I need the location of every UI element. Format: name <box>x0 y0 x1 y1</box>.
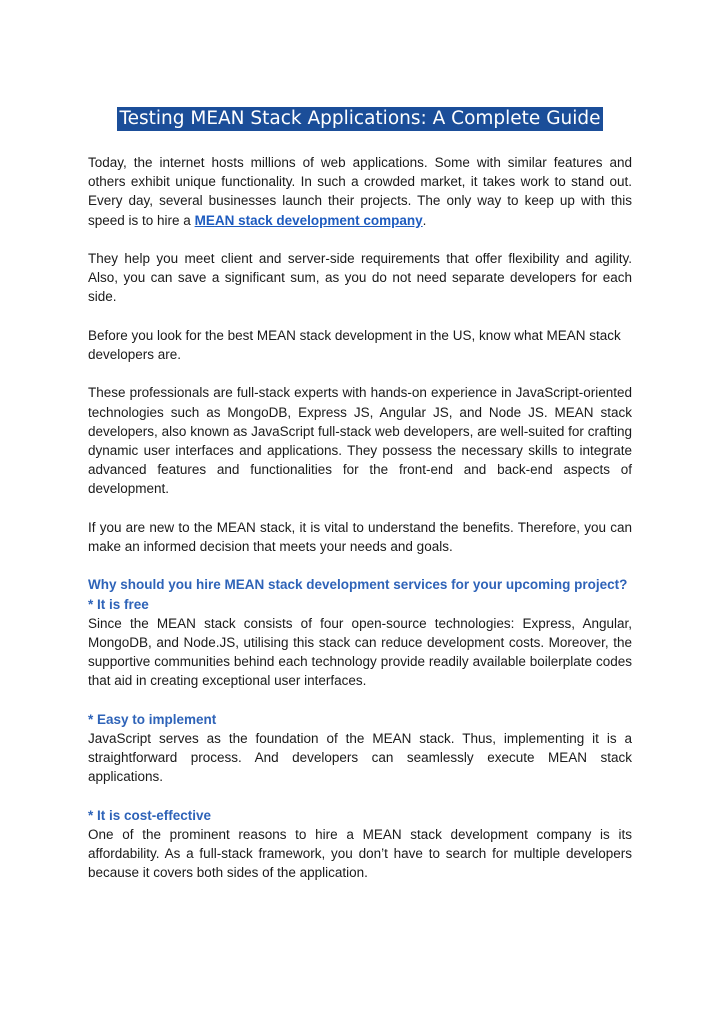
intro-text: Today, the internet hosts millions of web applications. Some with similar features and others exhibit unique functionality. In such a crowded market, it takes work to stand out. Every day, several businesses launch their projects. The only way to keep up with this speed is to hire a <box>88 155 632 228</box>
paragraph-professionals: These professionals are full-stack experts with hands-on experience in JavaScript-oriented technologies such as MongoDB, Express JS, Angular JS, and Node JS. MEAN stack developers, also known as JavaScript full-stack web developers, are well-suited for crafting dynamic user interfaces and applications. They possess the necessary skills to integrate advanced features and functionalities for the front-end and back-end aspects of development. <box>88 385 632 497</box>
intro-text-end: . <box>422 212 427 228</box>
mean-stack-company-link[interactable]: MEAN stack development company <box>194 212 423 228</box>
document-title: Testing MEAN Stack Applications: A Complete Guide <box>119 108 601 129</box>
benefit-text-cost: One of the prominent reasons to hire a MEAN stack development company is its affordability. As a full-stack framework, you don’t have to search for multiple developers because it covers both sides of the application. <box>88 827 632 881</box>
paragraph-requirements: They help you meet client and server-side requirements that offer flexibility and agility. Also, you can save a significant sum, as you do not need separate developers for each side. <box>88 251 632 305</box>
benefit-heading-cost: * It is cost-effective <box>88 807 212 823</box>
benefit-cost <box>88 806 632 883</box>
benefit-easy <box>88 710 632 787</box>
paragraph-before-you-look: Before you look for the best MEAN stack development in the US, know what MEAN stack developers are. <box>88 327 621 362</box>
benefit-heading-free: * It is free <box>88 596 149 612</box>
benefits-section <box>88 575 632 690</box>
paragraph-new-to-mean: If you are new to the MEAN stack, it is vital to understand the benefits. Therefore, you can make an informed decision that meets your needs and goals. <box>88 519 632 554</box>
document-body <box>88 153 632 902</box>
section-heading: Why should you hire MEAN stack development services for your upcoming project? <box>88 577 628 593</box>
benefit-text-free: Since the MEAN stack consists of four open-source technologies: Express, Angular, MongoDB, and Node.JS, utilising this stack can reduce development costs. Moreover, the supportive communities behind each technology provide readily available boilerplate codes that aid in creating exceptional user interfaces. <box>88 615 632 689</box>
benefit-text-easy: JavaScript serves as the foundation of the MEAN stack. Thus, implementing it is a straightforward process. And developers can seamlessly execute MEAN stack applications. <box>88 731 632 785</box>
benefit-heading-easy: * Easy to implement <box>88 711 217 727</box>
intro-paragraph <box>88 153 632 230</box>
title-container <box>0 107 720 131</box>
